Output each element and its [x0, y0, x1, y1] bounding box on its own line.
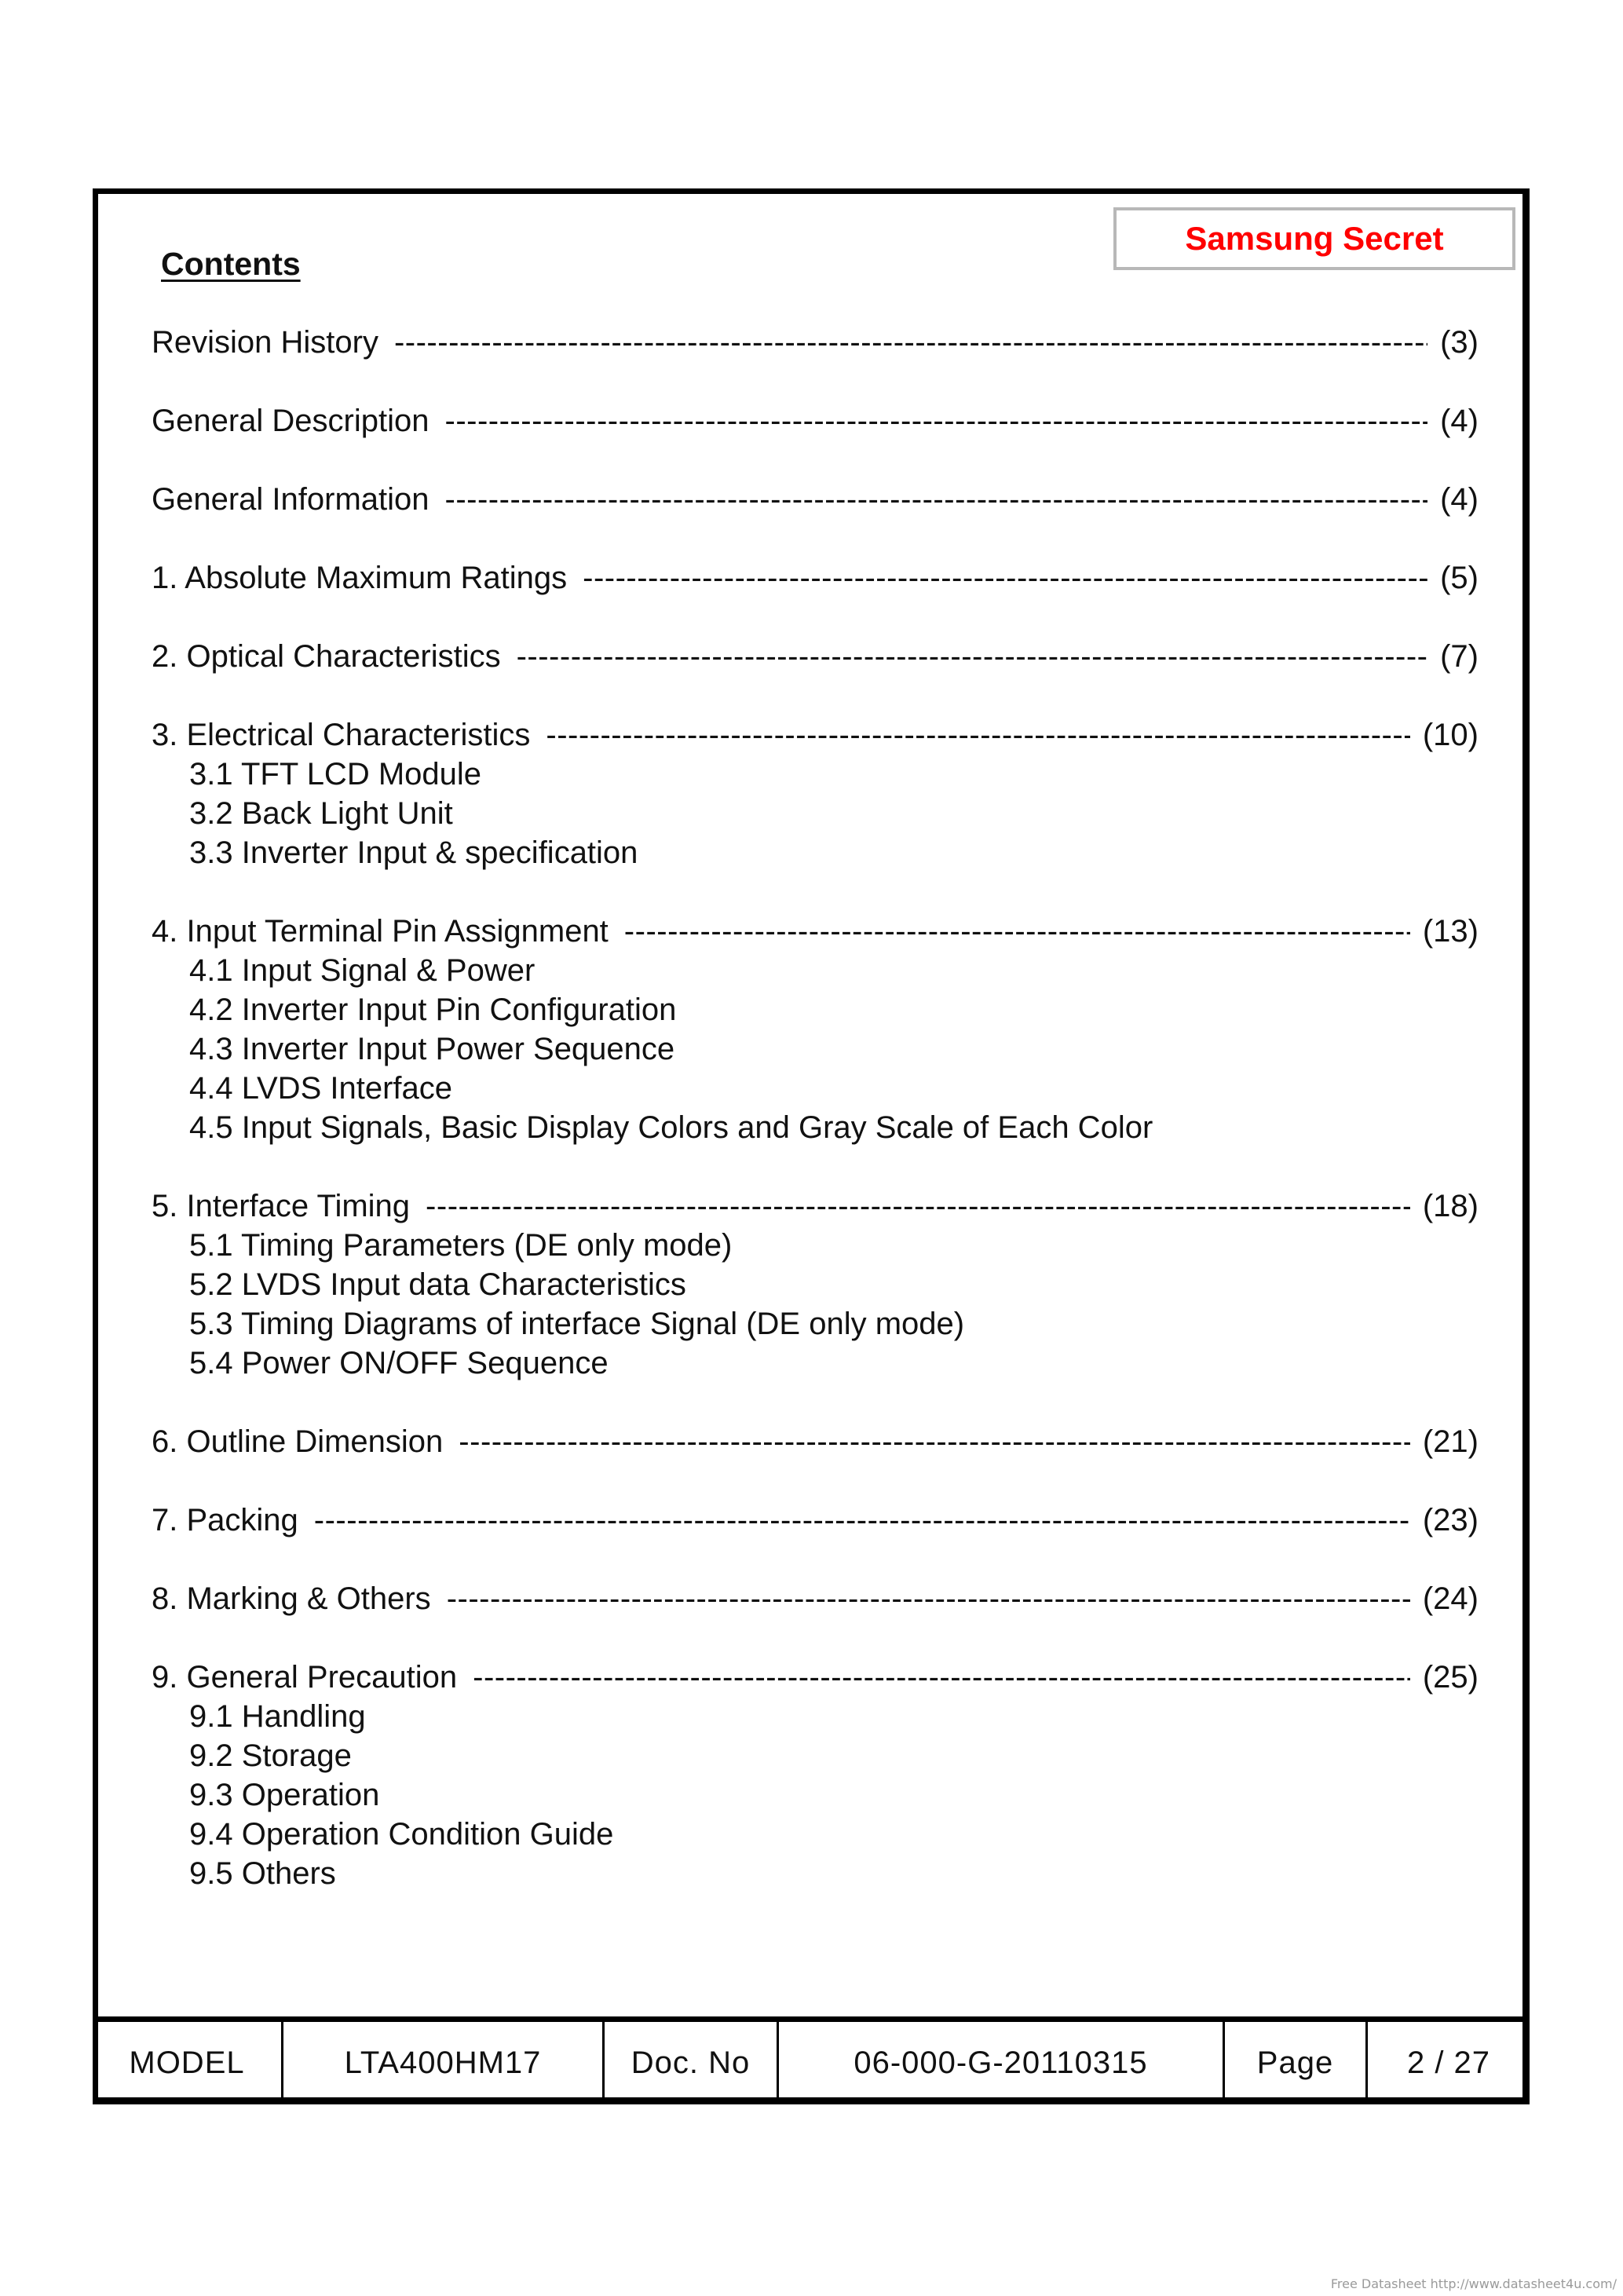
toc-subsection-item: 9.4 Operation Condition Guide: [189, 1817, 614, 1852]
toc-entry-row: [152, 1501, 1479, 1540]
toc-entry-title: General Description: [152, 404, 430, 438]
toc-dot-leader: [447, 1579, 1410, 1618]
footer-doc-label: Doc. No: [605, 2022, 779, 2104]
toc-dot-leader: [445, 401, 1428, 441]
toc-entry-row: [152, 401, 1479, 441]
toc-entry-title: 6. Outline Dimension: [152, 1424, 444, 1459]
toc-subsection-item: 4.2 Inverter Input Pin Configuration: [189, 993, 677, 1027]
footer-model-label: MODEL: [93, 2022, 283, 2104]
toc-dot-leader: [546, 715, 1409, 755]
toc-subsection-item: 4.4 LVDS Interface: [189, 1071, 452, 1106]
toc-subsection-list: [152, 1226, 1479, 1383]
toc-subsection-list: [152, 755, 1479, 872]
toc-entry-title: 1. Absolute Maximum Ratings: [152, 561, 568, 595]
toc-entry-title: 9. General Precaution: [152, 1660, 458, 1695]
toc-entry-page: (4): [1440, 482, 1479, 517]
toc-entry: [152, 558, 1479, 598]
toc-entry-title: 7. Packing: [152, 1503, 298, 1537]
toc-entry-row: [152, 1579, 1479, 1618]
toc-entry: [152, 480, 1479, 519]
toc-entry-title: 4. Input Terminal Pin Assignment: [152, 914, 609, 949]
toc-entry: [152, 1422, 1479, 1461]
toc-subsection-list: [152, 951, 1479, 1147]
toc-entry-page: (7): [1440, 639, 1479, 674]
toc-entry-page: (5): [1440, 561, 1479, 595]
toc-dot-leader: [426, 1186, 1410, 1226]
toc-subsection-item: 4.1 Input Signal & Power: [189, 953, 536, 988]
toc-entry-page: (23): [1422, 1503, 1479, 1537]
toc-entry-row: [152, 1658, 1479, 1697]
toc-entry: [152, 401, 1479, 441]
toc-subsection-item: 5.2 LVDS Input data Characteristics: [189, 1267, 686, 1302]
toc-entry-title: 3. Electrical Characteristics: [152, 718, 531, 752]
toc-entry-row: [152, 323, 1479, 362]
toc-dot-leader: [624, 912, 1410, 951]
toc-subsection-item: 5.4 Power ON/OFF Sequence: [189, 1346, 609, 1380]
toc-subsection-item: 3.1 TFT LCD Module: [189, 757, 482, 792]
footer-doc-value: 06-000-G-20110315: [779, 2022, 1225, 2104]
toc-entry: [152, 1579, 1479, 1618]
toc-subsection-item: 3.3 Inverter Input & specification: [189, 835, 638, 870]
toc-entry-row: [152, 912, 1479, 951]
toc-dot-leader: [473, 1658, 1410, 1697]
table-of-contents: [152, 323, 1479, 1932]
toc-subsection-item: 4.5 Input Signals, Basic Display Colors and Gray Scale of Each Color: [189, 1110, 1153, 1145]
toc-entry-title: Revision History: [152, 325, 378, 360]
toc-subsection-item: 9.5 Others: [189, 1856, 336, 1891]
toc-subsection-item: 5.3 Timing Diagrams of interface Signal (DE only mode): [189, 1307, 965, 1341]
toc-entry-row: [152, 558, 1479, 598]
watermark-text: Free Datasheet http://www.datasheet4u.com/: [1330, 2276, 1617, 2291]
footer-model-value: LTA400HM17: [283, 2022, 605, 2104]
toc-subsection-list: [152, 1697, 1479, 1893]
toc-subsection-item: 3.2 Back Light Unit: [189, 796, 453, 831]
toc-entry-page: (21): [1422, 1424, 1479, 1459]
toc-entry-row: [152, 1422, 1479, 1461]
toc-entry-page: (10): [1422, 718, 1479, 752]
toc-dot-leader: [314, 1501, 1410, 1540]
toc-entry-row: [152, 715, 1479, 755]
toc-dot-leader: [459, 1422, 1410, 1461]
toc-entry-page: (25): [1422, 1660, 1479, 1695]
toc-entry-row: [152, 637, 1479, 676]
footer-page-label: Page: [1225, 2022, 1368, 2104]
toc-entry: [152, 912, 1479, 1147]
toc-dot-leader: [445, 480, 1428, 519]
samsung-secret-badge: [1113, 207, 1515, 270]
toc-entry-title: 2. Optical Characteristics: [152, 639, 501, 674]
toc-entry-title: 8. Marking & Others: [152, 1581, 431, 1616]
toc-entry: [152, 323, 1479, 362]
toc-dot-leader: [394, 323, 1427, 362]
toc-entry-title: 5. Interface Timing: [152, 1189, 411, 1223]
toc-entry: [152, 1186, 1479, 1383]
toc-entry-row: [152, 480, 1479, 519]
samsung-secret-label: Samsung Secret: [1185, 220, 1444, 257]
toc-subsection-item: 5.1 Timing Parameters (DE only mode): [189, 1228, 733, 1263]
toc-dot-leader: [583, 558, 1427, 598]
footer-page-value: 2 / 27: [1406, 2046, 1491, 2080]
toc-subsection-item: 9.2 Storage: [189, 1738, 352, 1773]
toc-subsection-item: 4.3 Inverter Input Power Sequence: [189, 1032, 675, 1066]
document-footer-table: [93, 2016, 1530, 2104]
toc-entry-page: (3): [1440, 325, 1479, 360]
contents-heading: Contents: [161, 246, 301, 282]
toc-entry-page: (4): [1440, 404, 1479, 438]
toc-subsection-item: 9.1 Handling: [189, 1699, 366, 1734]
toc-dot-leader: [517, 637, 1428, 676]
toc-entry: [152, 1501, 1479, 1540]
toc-subsection-item: 9.3 Operation: [189, 1778, 380, 1812]
toc-entry-title: General Information: [152, 482, 430, 517]
toc-entry-page: (18): [1422, 1189, 1479, 1223]
toc-entry-page: (24): [1422, 1581, 1479, 1616]
toc-entry: [152, 637, 1479, 676]
toc-entry: [152, 1658, 1479, 1893]
toc-entry-page: (13): [1422, 914, 1479, 949]
toc-entry: [152, 715, 1479, 872]
toc-entry-row: [152, 1186, 1479, 1226]
